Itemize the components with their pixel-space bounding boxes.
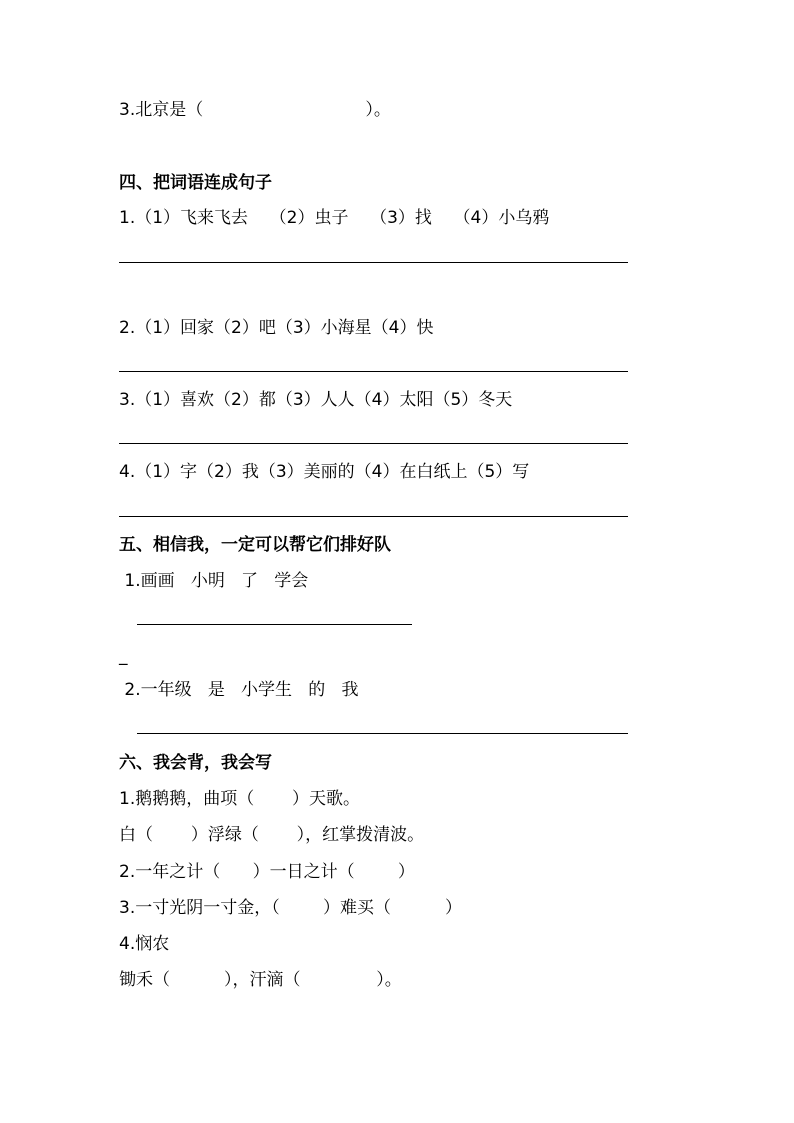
s5-underscore-mark: _ xyxy=(119,646,128,666)
s6-line-3: 2.一年之计（ ）一日之计（ ） xyxy=(119,862,415,882)
section-6-heading: 六、我会背，我会写 xyxy=(119,753,272,773)
s5-item-2: 2.一年级 是 小学生 的 我 xyxy=(119,680,359,700)
s6-line-4: 3.一寸光阴一寸金，（ ）难买（ ） xyxy=(119,898,462,918)
question-s3-3: 3.北京是（ ）。 xyxy=(119,100,391,120)
s4-item-3: 3.（1）喜欢（2）都（3）人人（4）太阳（5）冬天 xyxy=(119,390,513,410)
s4-answer-line-3 xyxy=(119,443,628,444)
section-5-heading: 五、相信我，一定可以帮它们排好队 xyxy=(119,535,391,555)
s6-line-5: 4.悯农 xyxy=(119,934,170,954)
s5-item-1: 1.画画 小明 了 学会 xyxy=(119,571,309,591)
s4-item-2: 2.（1）回家（2）吧（3）小海星（4）快 xyxy=(119,318,434,338)
s4-item-4: 4.（1）字（2）我（3）美丽的（4）在白纸上（5）写 xyxy=(119,462,530,482)
s6-line-6: 锄禾（ ），汗滴（ ）。 xyxy=(119,970,402,990)
s6-line-1: 1.鹅鹅鹅，曲项（ ）天歌。 xyxy=(119,789,361,809)
section-4-heading: 四、把词语连成句子 xyxy=(119,173,272,193)
s4-item-1: 1.（1）飞来飞去 （2）虫子 （3）找 （4）小乌鸦 xyxy=(119,208,550,228)
s5-answer-line-2 xyxy=(137,733,628,734)
s6-line-2: 白（ ）浮绿（ ），红掌拨清波。 xyxy=(119,825,425,845)
s4-answer-line-4 xyxy=(119,516,628,517)
s4-answer-line-1 xyxy=(119,262,628,263)
s5-answer-line-1 xyxy=(137,624,412,625)
s4-answer-line-2 xyxy=(119,371,628,372)
